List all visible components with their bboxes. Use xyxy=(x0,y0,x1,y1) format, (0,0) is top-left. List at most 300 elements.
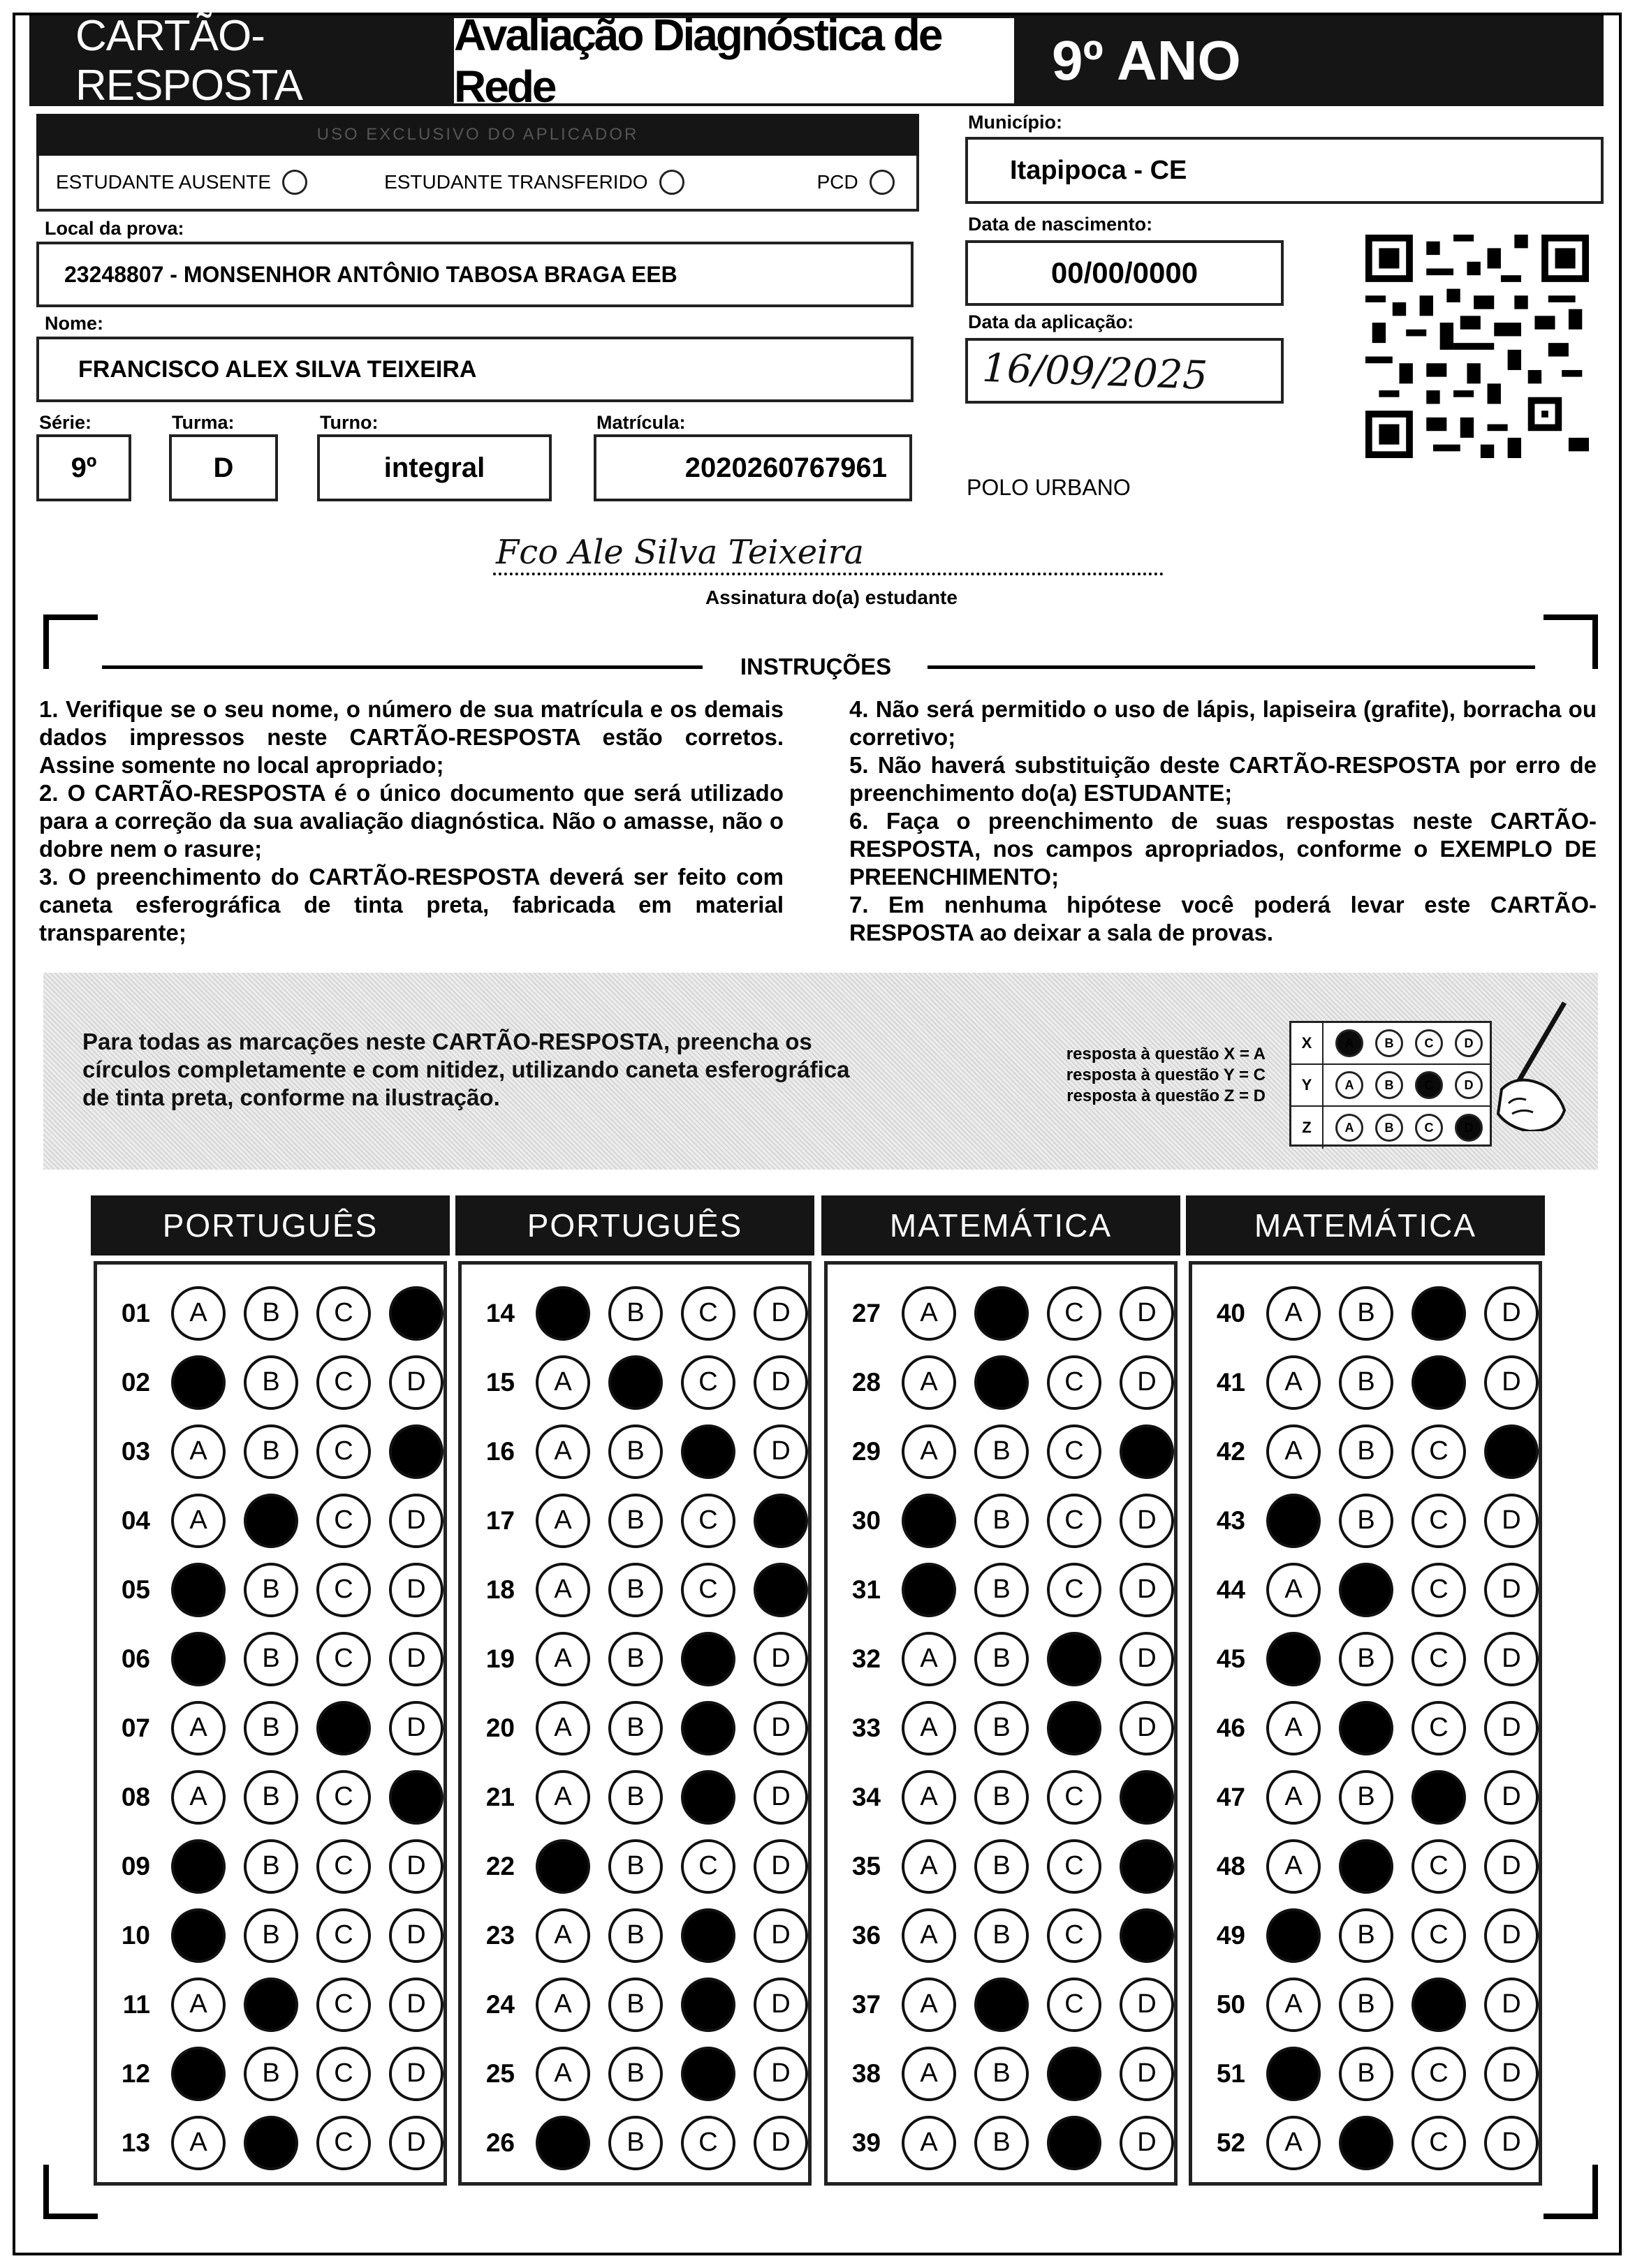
answer-bubble[interactable]: A xyxy=(536,1978,590,2032)
question-row xyxy=(828,1693,1174,1762)
question-row xyxy=(462,1348,808,1417)
answer-bubble[interactable]: A xyxy=(171,1978,226,2032)
turno-label: Turno: xyxy=(320,412,379,433)
answer-bubble[interactable]: D xyxy=(389,2047,443,2101)
answer-bubble[interactable]: B xyxy=(244,1286,298,1341)
answer-bubble[interactable]: B xyxy=(1339,1286,1393,1341)
answer-bubble[interactable]: B xyxy=(974,1701,1029,1755)
answer-bubble[interactable]: C xyxy=(1047,1424,1101,1479)
question-number: 19 xyxy=(485,1644,515,1673)
answer-bubble[interactable]: D xyxy=(1484,1908,1539,1963)
pcd-checkbox[interactable] xyxy=(870,170,895,195)
answer-bubble[interactable]: A xyxy=(902,1632,956,1686)
answer-bubble[interactable]: B xyxy=(974,1424,1029,1479)
answer-bubble[interactable]: A xyxy=(1266,1978,1321,2032)
answer-bubble[interactable]: B xyxy=(244,1494,298,1548)
answer-bubble[interactable]: D xyxy=(754,1286,808,1341)
answer-bubble[interactable]: C xyxy=(1412,1839,1466,1894)
answer-bubble[interactable]: C xyxy=(1412,2047,1466,2101)
answer-bubble[interactable]: C xyxy=(681,1286,735,1341)
answer-bubble[interactable]: C xyxy=(1047,1563,1101,1617)
answer-bubble[interactable]: C xyxy=(316,1286,371,1341)
answer-bubble[interactable]: A xyxy=(902,1908,956,1963)
instruction-5: 5. Não haverá substituição deste CARTÃO-RESPOSTA por erro de preenchimento do(a) ESTUDANTE; xyxy=(849,752,1597,806)
answer-bubble[interactable]: A xyxy=(536,1770,590,1825)
question-row xyxy=(1192,1762,1539,1832)
answer-bubble[interactable]: B xyxy=(608,1978,663,2032)
answer-bubble[interactable]: A xyxy=(171,1494,226,1548)
question-row xyxy=(1192,1832,1539,1901)
question-number: 34 xyxy=(851,1782,881,1811)
corner-bottom-left xyxy=(43,2165,98,2219)
answer-bubble[interactable]: B xyxy=(974,1839,1029,1894)
answer-bubble[interactable]: D xyxy=(754,1632,808,1686)
answer-bubble[interactable]: C xyxy=(1047,1978,1101,2032)
answer-bubble[interactable]: D xyxy=(1120,1908,1174,1963)
question-number: 33 xyxy=(851,1713,881,1742)
question-number: 40 xyxy=(1216,1298,1245,1327)
answer-bubble[interactable]: B xyxy=(1339,1839,1393,1894)
answer-bubble[interactable]: A xyxy=(536,1701,590,1755)
answer-bubble[interactable]: B xyxy=(244,2116,298,2170)
answer-bubble[interactable]: C xyxy=(1412,1978,1466,2032)
answer-bubble[interactable]: C xyxy=(1047,1355,1101,1410)
answer-bubble[interactable]: B xyxy=(1339,1701,1393,1755)
answer-bubble[interactable]: A xyxy=(1266,1494,1321,1548)
answer-bubble[interactable]: D xyxy=(1120,2047,1174,2101)
example-grid xyxy=(1289,1021,1492,1147)
question-number: 35 xyxy=(851,1851,881,1880)
question-number: 23 xyxy=(485,1920,515,1950)
question-row xyxy=(828,1417,1174,1486)
answer-bubble[interactable]: B xyxy=(608,1286,663,1341)
answer-bubble[interactable]: D xyxy=(1484,2047,1539,2101)
instructions-right xyxy=(849,695,1597,947)
question-row xyxy=(1192,1970,1539,2039)
answer-bubble[interactable]: C xyxy=(1412,1355,1466,1410)
answer-bubble[interactable]: B xyxy=(608,1770,663,1825)
answer-bubble[interactable]: C xyxy=(1412,1286,1466,1341)
answer-bubble[interactable]: B xyxy=(1339,2047,1393,2101)
answer-bubble[interactable]: A xyxy=(902,1770,956,1825)
answer-bubble[interactable]: A xyxy=(1266,1908,1321,1963)
answer-bubble[interactable]: B xyxy=(1339,1908,1393,1963)
answer-bubble[interactable]: B xyxy=(974,2116,1029,2170)
answer-bubble[interactable]: D xyxy=(754,1701,808,1755)
answer-bubble[interactable]: A xyxy=(1266,1355,1321,1410)
answer-bubble[interactable]: B xyxy=(608,1839,663,1894)
question-row xyxy=(462,1832,808,1901)
local-field: 23248807 - MONSENHOR ANTÔNIO TABOSA BRAGA EEB xyxy=(36,242,914,307)
answer-column xyxy=(458,1261,812,2186)
answer-bubble[interactable]: D xyxy=(1484,2116,1539,2170)
answer-bubble[interactable]: A xyxy=(536,1494,590,1548)
exam-title: Avaliação Diagnóstica de Rede xyxy=(451,15,1017,106)
answer-bubble[interactable]: D xyxy=(1120,1770,1174,1825)
answer-column xyxy=(94,1261,447,2186)
answer-bubble[interactable]: D xyxy=(1120,1839,1174,1894)
answer-bubble[interactable]: D xyxy=(1120,1494,1174,1548)
answer-bubble[interactable]: A xyxy=(171,1839,226,1894)
answer-bubble[interactable]: C xyxy=(1047,2047,1101,2101)
answer-bubble[interactable]: A xyxy=(536,1563,590,1617)
corner-top-left xyxy=(43,614,98,669)
answer-bubble[interactable]: D xyxy=(1120,1286,1174,1341)
answer-bubble[interactable]: B xyxy=(244,2047,298,2101)
example-bubble: C xyxy=(1415,1114,1443,1142)
question-number: 50 xyxy=(1216,1989,1245,2019)
turma-label: Turma: xyxy=(172,412,235,433)
answer-bubble[interactable]: A xyxy=(171,1563,226,1617)
answer-bubble[interactable]: D xyxy=(1484,1355,1539,1410)
instruction-3: 3. O preenchimento do CARTÃO-RESPOSTA deverá ser feito com caneta esferográfica de tinta preta, fabricada em material transparente; xyxy=(39,864,784,945)
answer-bubble[interactable]: C xyxy=(1047,1701,1101,1755)
question-row xyxy=(1192,1486,1539,1555)
answer-bubble[interactable]: B xyxy=(974,1908,1029,1963)
question-row xyxy=(462,1555,808,1624)
question-number: 22 xyxy=(485,1851,515,1880)
question-number: 07 xyxy=(121,1713,150,1742)
answer-bubble[interactable]: D xyxy=(1484,1978,1539,2032)
answer-bubble[interactable]: C xyxy=(316,2047,371,2101)
answer-bubble[interactable]: B xyxy=(974,1286,1029,1341)
answer-bubble[interactable]: A xyxy=(171,1286,226,1341)
answer-bubble[interactable]: A xyxy=(536,1632,590,1686)
card-title: CARTÃO-RESPOSTA xyxy=(29,15,451,106)
answer-bubble[interactable]: D xyxy=(1484,1494,1539,1548)
answer-bubble[interactable]: D xyxy=(754,1770,808,1825)
example-row xyxy=(1291,1023,1490,1065)
answer-bubble[interactable]: D xyxy=(1120,2116,1174,2170)
answer-bubble[interactable]: A xyxy=(171,1770,226,1825)
answer-bubble[interactable]: A xyxy=(1266,2047,1321,2101)
answer-bubble[interactable]: D xyxy=(389,1701,443,1755)
answer-bubble[interactable]: C xyxy=(1412,1908,1466,1963)
answer-bubble[interactable]: D xyxy=(389,1494,443,1548)
answer-bubble[interactable]: C xyxy=(681,1839,735,1894)
answer-bubble[interactable]: B xyxy=(244,1770,298,1825)
answer-bubble[interactable]: A xyxy=(902,1424,956,1479)
name-label: Nome: xyxy=(45,313,104,334)
answer-bubble[interactable]: B xyxy=(608,1424,663,1479)
answer-bubble[interactable]: D xyxy=(389,1908,443,1963)
question-number: 52 xyxy=(1216,2128,1245,2157)
application-date-handwriting xyxy=(968,341,1281,401)
question-row xyxy=(1192,1555,1539,1624)
answer-bubble[interactable]: C xyxy=(1047,1286,1101,1341)
answer-bubble[interactable]: B xyxy=(608,2047,663,2101)
example-key-x: resposta à questão X = A xyxy=(1066,1045,1266,1063)
answer-bubble[interactable]: C xyxy=(681,2047,735,2101)
answer-bubble[interactable]: A xyxy=(536,1355,590,1410)
question-number: 28 xyxy=(851,1367,881,1397)
question-row xyxy=(97,1417,443,1486)
answer-bubble[interactable]: C xyxy=(1047,1494,1101,1548)
transferred-checkbox[interactable] xyxy=(659,170,684,195)
answer-bubble[interactable]: D xyxy=(389,1286,443,1341)
absent-checkbox[interactable] xyxy=(282,170,307,195)
answer-bubble[interactable]: A xyxy=(171,2116,226,2170)
answer-bubble[interactable]: B xyxy=(1339,1770,1393,1825)
answer-bubble[interactable]: A xyxy=(171,1632,226,1686)
answer-bubble[interactable]: B xyxy=(974,1978,1029,2032)
question-number: 01 xyxy=(121,1298,150,1327)
answer-bubble[interactable]: D xyxy=(754,1839,808,1894)
answer-bubble[interactable]: A xyxy=(1266,2116,1321,2170)
question-row xyxy=(97,1901,443,1970)
answer-bubble[interactable]: C xyxy=(681,1355,735,1410)
question-number: 30 xyxy=(851,1505,881,1535)
answer-bubble[interactable]: C xyxy=(681,1424,735,1479)
answer-bubble[interactable]: D xyxy=(1120,1978,1174,2032)
answer-bubble[interactable]: B xyxy=(608,1632,663,1686)
answer-bubble[interactable]: A xyxy=(536,2116,590,2170)
answer-bubble[interactable]: A xyxy=(171,1355,226,1410)
answer-bubble[interactable]: D xyxy=(1120,1355,1174,1410)
answer-bubble[interactable]: C xyxy=(1047,2116,1101,2170)
answer-bubble[interactable]: D xyxy=(754,1978,808,2032)
example-key-y: resposta à questão Y = C xyxy=(1066,1066,1266,1084)
answer-bubble[interactable]: D xyxy=(389,1978,443,2032)
grade-title: 9º ANO xyxy=(1017,15,1604,106)
instruction-7: 7. Em nenhuma hipótese você poderá levar este CARTÃO-RESPOSTA ao deixar a sala de provas. xyxy=(849,892,1597,945)
answer-bubble[interactable]: C xyxy=(1412,1563,1466,1617)
application-label: Data da aplicação: xyxy=(968,311,1134,332)
answer-bubble[interactable]: B xyxy=(244,1632,298,1686)
answer-bubble[interactable]: B xyxy=(974,2047,1029,2101)
example-bubble: C xyxy=(1415,1029,1443,1057)
answer-bubble[interactable]: A xyxy=(171,2047,226,2101)
answer-bubble[interactable]: A xyxy=(536,1286,590,1341)
question-number: 41 xyxy=(1216,1367,1245,1397)
answer-bubble[interactable]: B xyxy=(244,1563,298,1617)
answer-bubble[interactable]: C xyxy=(681,1701,735,1755)
question-number: 14 xyxy=(485,1298,515,1327)
answer-bubble[interactable]: B xyxy=(244,1908,298,1963)
answer-bubble[interactable]: D xyxy=(1120,1632,1174,1686)
answer-bubble[interactable]: A xyxy=(1266,1770,1321,1825)
answer-column xyxy=(824,1261,1178,2186)
instruction-4: 4. Não será permitido o uso de lápis, lapiseira (grafite), borracha ou corretivo; xyxy=(849,696,1597,750)
answer-bubble[interactable]: B xyxy=(1339,2116,1393,2170)
answer-bubble[interactable]: D xyxy=(1484,1770,1539,1825)
answer-bubble[interactable]: C xyxy=(316,1355,371,1410)
answer-bubble[interactable]: A xyxy=(1266,1563,1321,1617)
answer-bubble[interactable]: C xyxy=(316,1701,371,1755)
answer-bubble[interactable]: A xyxy=(902,1701,956,1755)
answer-bubble[interactable]: A xyxy=(1266,1424,1321,1479)
question-number: 29 xyxy=(851,1436,881,1466)
municipio-label: Município: xyxy=(968,112,1062,133)
answer-bubble[interactable]: A xyxy=(1266,1701,1321,1755)
question-row xyxy=(1192,1348,1539,1417)
answer-bubble[interactable]: A xyxy=(1266,1839,1321,1894)
answer-bubble[interactable]: A xyxy=(902,1563,956,1617)
answer-bubble[interactable]: A xyxy=(902,1494,956,1548)
answer-bubble[interactable]: A xyxy=(1266,1632,1321,1686)
answer-bubble[interactable]: C xyxy=(316,1978,371,2032)
answer-bubble[interactable]: B xyxy=(1339,1424,1393,1479)
answer-bubble[interactable]: B xyxy=(244,1839,298,1894)
question-number: 20 xyxy=(485,1713,515,1742)
signature-line xyxy=(493,573,1164,575)
answer-bubble[interactable]: D xyxy=(754,1355,808,1410)
answer-bubble[interactable]: C xyxy=(1047,1770,1101,1825)
column-title: PORTUGUÊS xyxy=(455,1195,814,1256)
answer-bubble[interactable]: B xyxy=(1339,1494,1393,1548)
example-row-label: Y xyxy=(1291,1065,1324,1105)
question-row xyxy=(828,1555,1174,1624)
question-row xyxy=(97,1279,443,1348)
answer-bubble[interactable]: C xyxy=(681,1563,735,1617)
answer-bubble[interactable]: C xyxy=(1412,1424,1466,1479)
answer-bubble[interactable]: C xyxy=(316,1494,371,1548)
answer-bubble[interactable]: B xyxy=(244,1978,298,2032)
polo-label: POLO URBANO xyxy=(967,475,1131,500)
answer-bubble[interactable]: D xyxy=(389,2116,443,2170)
answer-bubble[interactable]: C xyxy=(316,1424,371,1479)
serie-label: Série: xyxy=(39,412,92,433)
answer-bubble[interactable]: C xyxy=(1412,2116,1466,2170)
answer-bubble[interactable]: B xyxy=(608,1701,663,1755)
question-number: 31 xyxy=(851,1575,881,1604)
answer-bubble[interactable]: A xyxy=(171,1701,226,1755)
answer-bubble[interactable]: A xyxy=(902,2047,956,2101)
answer-bubble[interactable]: B xyxy=(1339,1978,1393,2032)
answer-bubble[interactable]: B xyxy=(608,2116,663,2170)
question-row xyxy=(828,1901,1174,1970)
answer-bubble[interactable]: D xyxy=(389,1839,443,1894)
answer-bubble[interactable]: B xyxy=(974,1355,1029,1410)
answer-bubble[interactable]: B xyxy=(1339,1563,1393,1617)
answer-bubble[interactable]: B xyxy=(1339,1355,1393,1410)
answer-bubble[interactable]: C xyxy=(316,1908,371,1963)
instructions-rule-right xyxy=(928,665,1535,669)
answer-bubble[interactable]: B xyxy=(244,1355,298,1410)
answer-bubble[interactable]: B xyxy=(974,1563,1029,1617)
answer-bubble[interactable]: B xyxy=(974,1770,1029,1825)
answer-bubble[interactable]: A xyxy=(171,1908,226,1963)
signature-handwriting xyxy=(493,520,996,576)
example-row-label: Z xyxy=(1291,1107,1324,1149)
question-row xyxy=(97,2039,443,2108)
answer-bubble[interactable]: C xyxy=(1047,1908,1101,1963)
answer-bubble[interactable]: D xyxy=(389,1355,443,1410)
answer-bubble[interactable]: D xyxy=(754,1908,808,1963)
answer-bubble[interactable]: C xyxy=(1412,1770,1466,1825)
answer-bubble[interactable]: C xyxy=(316,1632,371,1686)
answer-bubble[interactable]: D xyxy=(754,1563,808,1617)
turma-field: D xyxy=(169,434,278,501)
answer-bubble[interactable]: D xyxy=(1484,1701,1539,1755)
answer-bubble[interactable]: D xyxy=(1484,1563,1539,1617)
answer-bubble[interactable]: B xyxy=(244,1424,298,1479)
answer-bubble[interactable]: A xyxy=(902,2116,956,2170)
signature-label: Assinatura do(a) estudante xyxy=(705,587,958,608)
absent-label: ESTUDANTE AUSENTE xyxy=(56,171,272,193)
answer-bubble[interactable]: C xyxy=(1412,1494,1466,1548)
answer-bubble[interactable]: B xyxy=(608,1908,663,1963)
example-bubble: A xyxy=(1335,1029,1363,1057)
answer-bubble[interactable]: D xyxy=(1120,1701,1174,1755)
answer-bubble[interactable]: C xyxy=(681,1494,735,1548)
local-label: Local da prova: xyxy=(45,218,184,239)
example-row-label: X xyxy=(1291,1023,1324,1063)
answer-bubble[interactable]: C xyxy=(681,2116,735,2170)
question-number: 46 xyxy=(1216,1713,1245,1742)
answer-bubble[interactable]: D xyxy=(389,1632,443,1686)
answer-bubble[interactable]: B xyxy=(974,1632,1029,1686)
answer-bubble[interactable]: D xyxy=(389,1563,443,1617)
answer-bubble[interactable]: A xyxy=(536,1839,590,1894)
question-row xyxy=(97,1348,443,1417)
answer-bubble[interactable]: C xyxy=(681,1908,735,1963)
answer-bubble[interactable]: C xyxy=(1047,1839,1101,1894)
answer-bubble[interactable]: D xyxy=(754,2047,808,2101)
answer-bubble[interactable]: A xyxy=(902,1978,956,2032)
answer-bubble[interactable]: C xyxy=(681,1770,735,1825)
answer-bubble[interactable]: A xyxy=(902,1839,956,1894)
question-number: 05 xyxy=(121,1575,150,1604)
answer-bubble[interactable]: C xyxy=(316,1770,371,1825)
answer-bubble[interactable]: D xyxy=(1484,1839,1539,1894)
answer-bubble[interactable]: C xyxy=(1412,1701,1466,1755)
answer-bubble[interactable]: D xyxy=(1484,1286,1539,1341)
question-number: 45 xyxy=(1216,1644,1245,1673)
answer-bubble[interactable]: B xyxy=(608,1494,663,1548)
answer-bubble[interactable]: A xyxy=(902,1355,956,1410)
answer-bubble[interactable]: D xyxy=(389,1424,443,1479)
answer-bubble[interactable]: A xyxy=(902,1286,956,1341)
answer-bubble[interactable]: C xyxy=(316,2116,371,2170)
answer-bubble[interactable]: C xyxy=(681,1978,735,2032)
example-bubble: C xyxy=(1415,1071,1443,1099)
answer-bubble[interactable]: B xyxy=(608,1355,663,1410)
question-number: 48 xyxy=(1216,1851,1245,1880)
answer-bubble[interactable]: C xyxy=(316,1839,371,1894)
answer-bubble[interactable]: D xyxy=(389,1770,443,1825)
answer-bubble[interactable]: A xyxy=(171,1424,226,1479)
answer-bubble[interactable]: D xyxy=(1120,1424,1174,1479)
answer-bubble[interactable]: C xyxy=(1412,1632,1466,1686)
instructions-rule-left xyxy=(102,665,703,669)
answer-bubble[interactable]: B xyxy=(244,1701,298,1755)
answer-bubble[interactable]: A xyxy=(536,2047,590,2101)
answer-bubble[interactable]: D xyxy=(1120,1563,1174,1617)
answer-bubble[interactable]: A xyxy=(536,1908,590,1963)
answer-bubble[interactable]: C xyxy=(681,1632,735,1686)
answer-bubble[interactable]: C xyxy=(316,1563,371,1617)
answer-bubble[interactable]: D xyxy=(754,1424,808,1479)
question-number: 26 xyxy=(485,2128,515,2157)
qr-code xyxy=(1362,235,1592,458)
municipio-field: Itapipoca - CE xyxy=(965,137,1604,204)
question-row xyxy=(828,1970,1174,2039)
answer-bubble[interactable]: D xyxy=(1484,1424,1539,1479)
answer-bubble[interactable]: D xyxy=(754,1494,808,1548)
answer-bubble[interactable]: A xyxy=(536,1424,590,1479)
question-row xyxy=(97,1970,443,2039)
answer-bubble[interactable]: D xyxy=(1484,1632,1539,1686)
birth-label: Data de nascimento: xyxy=(968,214,1153,235)
answer-bubble[interactable]: C xyxy=(1047,1632,1101,1686)
answer-bubble[interactable]: B xyxy=(974,1494,1029,1548)
answer-bubble[interactable]: B xyxy=(608,1563,663,1617)
answer-bubble[interactable]: A xyxy=(1266,1286,1321,1341)
answer-bubble[interactable]: D xyxy=(754,2116,808,2170)
birth-field: 00/00/0000 xyxy=(965,240,1284,306)
answer-bubble[interactable]: B xyxy=(1339,1632,1393,1686)
